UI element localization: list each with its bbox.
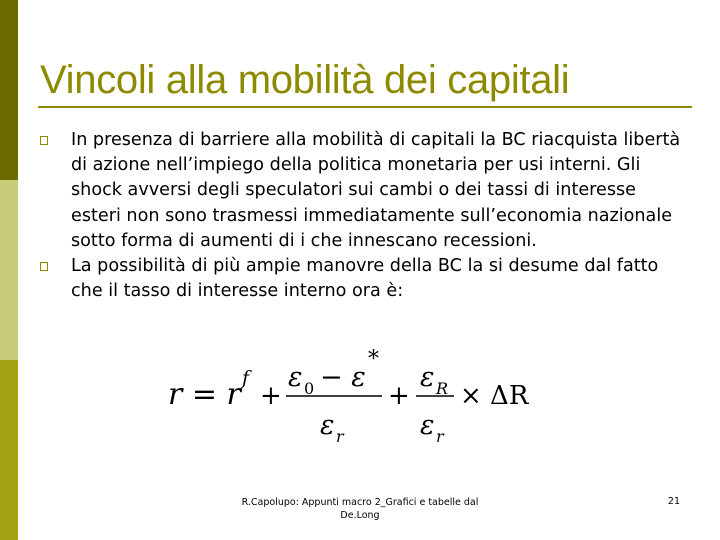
formula-times-delta-r: × ΔR (460, 381, 529, 411)
fraction2-denominator-subscript: r (436, 427, 444, 446)
bullet-item (40, 254, 690, 304)
fraction1-numerator-epsilon: ε (288, 362, 303, 393)
sidebar-decoration (0, 0, 18, 540)
bullet-text: La possibilità di più ampie manovre della BC la si desume dal fatto che il tasso di interesse interno ora è: (71, 256, 659, 302)
slide-title: Vincoli alla mobilità dei capitali (40, 58, 570, 102)
bullet-list (40, 128, 690, 304)
fraction2-numerator-epsilon: ε (420, 362, 435, 393)
formula-lhs: r = r (168, 377, 241, 412)
square-bullet-icon (40, 262, 48, 271)
fraction1-numerator-subscript: 0 (304, 379, 315, 398)
sidebar-segment-mid (0, 360, 18, 540)
fraction1-numerator-star: * (368, 348, 379, 372)
title-underline (38, 106, 692, 108)
sidebar-segment-dark (0, 0, 18, 180)
formula-plus: + (260, 381, 282, 411)
bullet-text: In presenza di barriere alla mobilità di capitali la BC riacquista libertà di azione nell’impiego della politica monetaria per usi interni. Gli shock avversi degli speculatori sui cambi o dei tassi di interesse esteri non sono trasmessi immediatamente sull’economia nazionale sotto forma di aumenti di i che innescano recessioni. (71, 130, 681, 251)
page-number: 21 (667, 496, 680, 507)
sidebar-segment-light (0, 180, 18, 360)
bullet-item (40, 128, 690, 254)
slide-footer: R.Capolupo: Appunti macro 2_Grafici e tabelle dal De.Long (241, 497, 479, 521)
fraction1-denominator-epsilon: ε (320, 410, 335, 441)
fraction2-denominator-epsilon: ε (420, 410, 435, 441)
fraction1-numerator-minus-epsilon: − ε (320, 362, 366, 393)
formula-plus: + (388, 381, 410, 411)
interest-rate-formula (168, 348, 548, 448)
square-bullet-icon (40, 136, 48, 145)
fraction2-numerator-subscript: R (436, 379, 449, 398)
fraction1-denominator-subscript: r (336, 427, 344, 446)
formula-lhs-superscript: f (242, 367, 250, 389)
